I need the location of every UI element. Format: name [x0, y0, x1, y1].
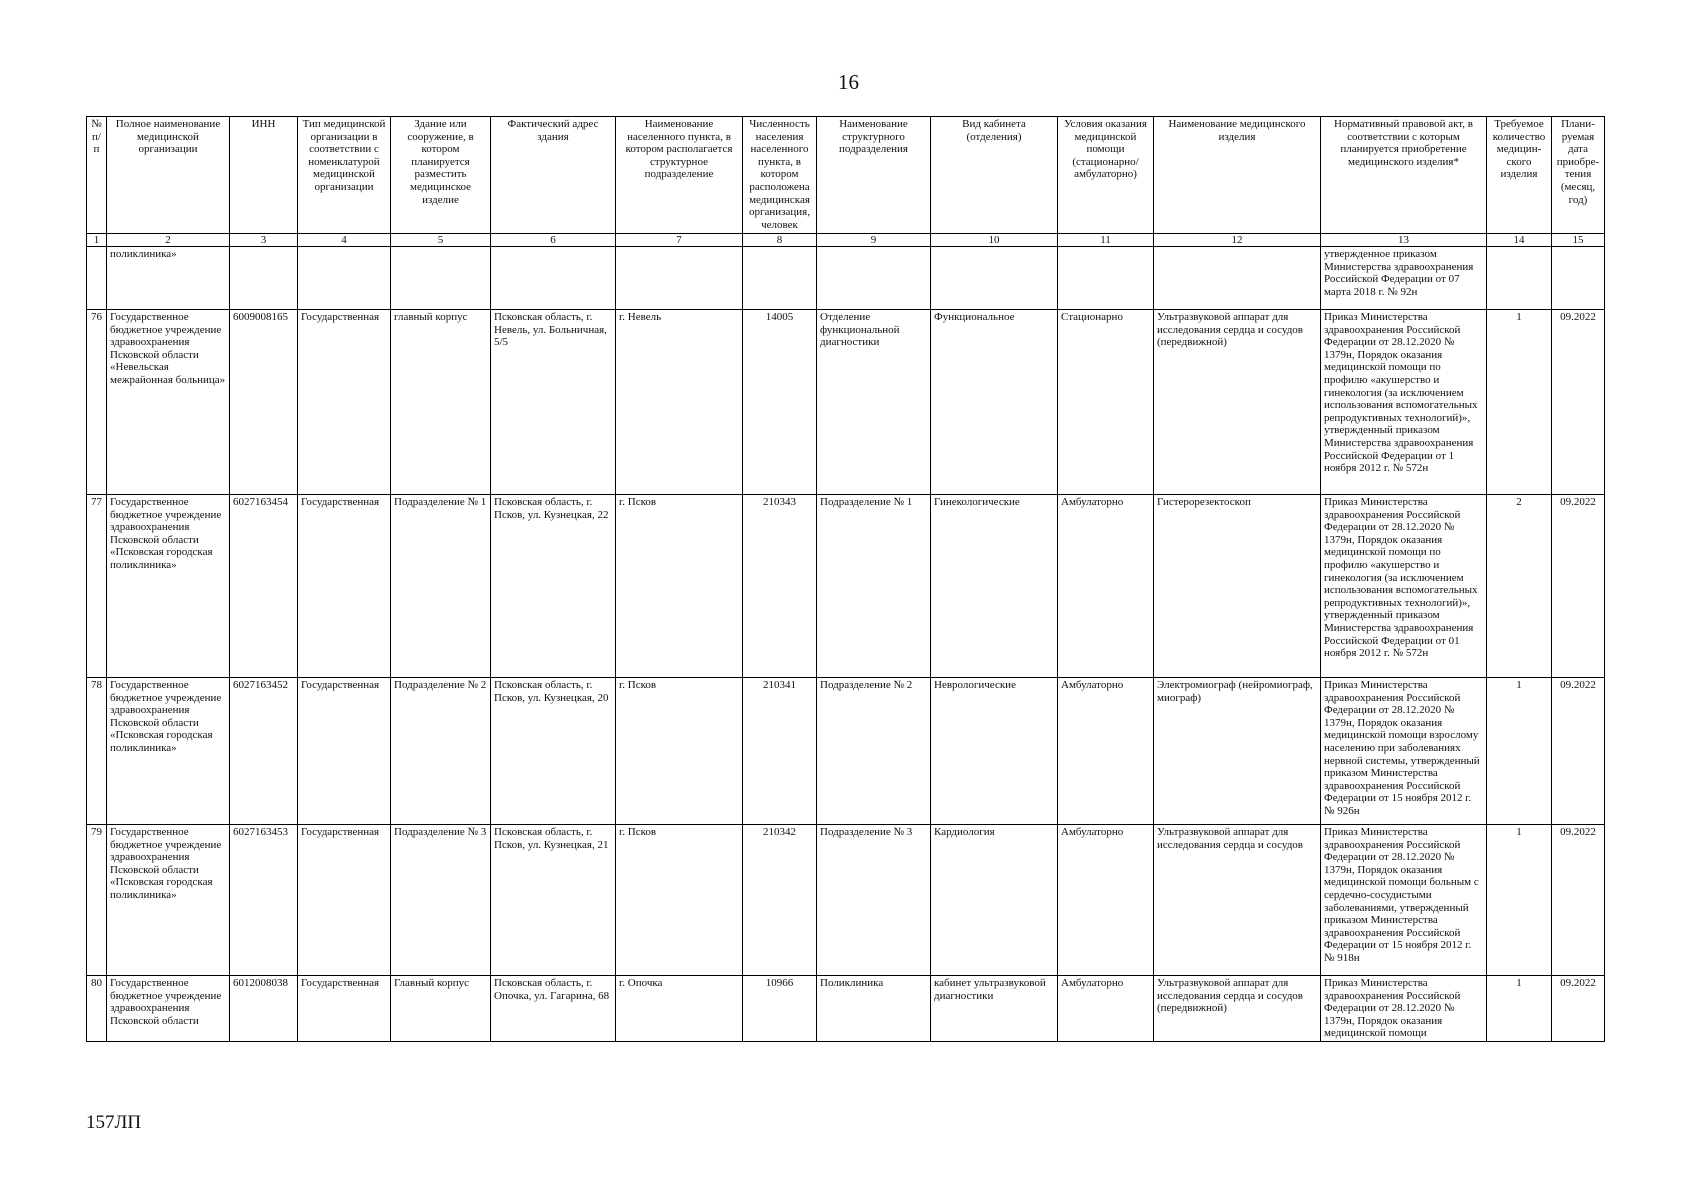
cell-address: Псковская область, г. Псков, ул. Кузнецкая, 22: [491, 495, 616, 678]
cell-device: Ультразвуковой аппарат для исследования сердца и сосудов: [1154, 825, 1321, 976]
cell-inn: 6012008038: [230, 976, 298, 1042]
cell-num: 80: [87, 976, 107, 1042]
cell-qty: 1: [1487, 310, 1552, 495]
cell-inn: [230, 247, 298, 310]
col-number: 8: [743, 234, 817, 247]
cell-org: Государственное бюджетное учреждение здравоохранения Псковской области «Псковская городская поликлиника»: [107, 825, 230, 976]
header-address: Фактический адрес здания: [491, 117, 616, 234]
cell-cabinet: Неврологические: [931, 678, 1058, 825]
header-device: Наименование медицинского изделия: [1154, 117, 1321, 234]
col-number: 7: [616, 234, 743, 247]
cell-act: Приказ Министерства здравоохранения Российской Федерации от 28.12.2020 № 1379н, Порядок оказания медицинской помощи взрослому населению при заболеваниях нервной системы, утвержденный приказом Министерства здравоохранения Российской Федерации от 15 ноября 2012 г. № 926н: [1321, 678, 1487, 825]
cell-date: [1552, 247, 1605, 310]
cell-population: 210341: [743, 678, 817, 825]
cell-qty: 2: [1487, 495, 1552, 678]
cell-type: Государственная: [298, 976, 391, 1042]
cell-address: Псковская область, г. Невель, ул. Больничная, 5/5: [491, 310, 616, 495]
cell-cabinet: [931, 247, 1058, 310]
cell-population: 14005: [743, 310, 817, 495]
cell-qty: 1: [1487, 825, 1552, 976]
cell-act: Приказ Министерства здравоохранения Российской Федерации от 28.12.2020 № 1379н, Порядок оказания медицинской помощи: [1321, 976, 1487, 1042]
table-row-continuation: [87, 247, 1605, 310]
header-cabinet: Вид кабинета (отделения): [931, 117, 1058, 234]
cell-conditions: [1058, 247, 1154, 310]
cell-type: Государственная: [298, 825, 391, 976]
cell-qty: 1: [1487, 678, 1552, 825]
col-number: 1: [87, 234, 107, 247]
cell-division: Поликлиника: [817, 976, 931, 1042]
cell-division: [817, 247, 931, 310]
cell-division: Подразделение № 3: [817, 825, 931, 976]
cell-conditions: Амбулаторно: [1058, 678, 1154, 825]
table-row: [87, 678, 1605, 825]
header-num: № п/п: [87, 117, 107, 234]
header-inn: ИНН: [230, 117, 298, 234]
page-number: 16: [838, 70, 859, 94]
header-population: Численность населения населенного пункта, в котором расположена медицинская организация, человек: [743, 117, 817, 234]
header-conditions: Условия оказания медицинской помощи (стационарно/ амбулаторно): [1058, 117, 1154, 234]
cell-qty: 1: [1487, 976, 1552, 1042]
cell-locality: г. Опочка: [616, 976, 743, 1042]
col-number: 9: [817, 234, 931, 247]
cell-num: 77: [87, 495, 107, 678]
cell-population: 210343: [743, 495, 817, 678]
cell-building: Подразделение № 1: [391, 495, 491, 678]
document-code: 157ЛП: [86, 1112, 142, 1133]
cell-locality: г. Псков: [616, 678, 743, 825]
header-division: Наименование структурного подразделения: [817, 117, 931, 234]
cell-device: Электромиограф (нейромиограф, миограф): [1154, 678, 1321, 825]
col-number: 5: [391, 234, 491, 247]
cell-conditions: Амбулаторно: [1058, 976, 1154, 1042]
cell-act: утвержденное приказом Министерства здравоохранения Российской Федерации от 07 марта 2018 г. № 92н: [1321, 247, 1487, 310]
cell-building: Подразделение № 3: [391, 825, 491, 976]
cell-type: [298, 247, 391, 310]
col-number: 3: [230, 234, 298, 247]
cell-conditions: Стационарно: [1058, 310, 1154, 495]
cell-locality: г. Невель: [616, 310, 743, 495]
cell-address: Псковская область, г. Псков, ул. Кузнецкая, 21: [491, 825, 616, 976]
cell-org: поликлиника»: [107, 247, 230, 310]
cell-num: [87, 247, 107, 310]
cell-cabinet: Гинекологические: [931, 495, 1058, 678]
cell-cabinet: кабинет ультразвуковой диагностики: [931, 976, 1058, 1042]
cell-act: Приказ Министерства здравоохранения Российской Федерации от 28.12.2020 № 1379н, Порядок оказания медицинской помощи по профилю «акушерство и гинекология (за исключением использования вспомогательных репродуктивных технологий)», утвержденный приказом Министерства здравоохранения Российской Федерации от 01 ноября 2012 г. № 572н: [1321, 495, 1487, 678]
cell-population: 10966: [743, 976, 817, 1042]
cell-address: [491, 247, 616, 310]
cell-org: Государственное бюджетное учреждение здравоохранения Псковской области «Невельская межрайонная больница»: [107, 310, 230, 495]
cell-division: Подразделение № 1: [817, 495, 931, 678]
column-number-row: [87, 234, 1605, 247]
cell-population: [743, 247, 817, 310]
col-number: 12: [1154, 234, 1321, 247]
header-qty: Требуемое количество медицин-ского изделия: [1487, 117, 1552, 234]
col-number: 11: [1058, 234, 1154, 247]
cell-conditions: Амбулаторно: [1058, 495, 1154, 678]
cell-num: 79: [87, 825, 107, 976]
cell-locality: г. Псков: [616, 825, 743, 976]
table-row: [87, 495, 1605, 678]
header-act: Нормативный правовой акт, в соответствии с которым планируется приобретение медицинского изделия*: [1321, 117, 1487, 234]
cell-date: 09.2022: [1552, 678, 1605, 825]
cell-num: 76: [87, 310, 107, 495]
cell-locality: [616, 247, 743, 310]
cell-type: Государственная: [298, 310, 391, 495]
cell-org: Государственное бюджетное учреждение здравоохранения Псковской области: [107, 976, 230, 1042]
cell-device: [1154, 247, 1321, 310]
cell-device: Ультразвуковой аппарат для исследования сердца и сосудов (передвижной): [1154, 310, 1321, 495]
col-number: 10: [931, 234, 1058, 247]
cell-conditions: Амбулаторно: [1058, 825, 1154, 976]
header-row: [87, 117, 1605, 234]
col-number: 15: [1552, 234, 1605, 247]
cell-num: 78: [87, 678, 107, 825]
cell-org: Государственное бюджетное учреждение здравоохранения Псковской области «Псковская городская поликлиника»: [107, 495, 230, 678]
cell-date: 09.2022: [1552, 825, 1605, 976]
header-building: Здание или сооружение, в котором планируется разместить медицинское изделие: [391, 117, 491, 234]
col-number: 14: [1487, 234, 1552, 247]
cell-date: 09.2022: [1552, 310, 1605, 495]
cell-type: Государственная: [298, 495, 391, 678]
cell-cabinet: Функциональное: [931, 310, 1058, 495]
cell-act: Приказ Министерства здравоохранения Российской Федерации от 28.12.2020 № 1379н, Порядок оказания медицинской помощи больным с сердечно-сосудистыми заболеваниями, утвержденный приказом Министерства здравоохранения Российской Федерации от 15 ноября 2012 г. № 918н: [1321, 825, 1487, 976]
table-row: [87, 825, 1605, 976]
equipment-table: [86, 116, 1605, 1042]
header-type: Тип медицинской организации в соответствии с номенклатурой медицинской организации: [298, 117, 391, 234]
cell-building: главный корпус: [391, 310, 491, 495]
cell-act: Приказ Министерства здравоохранения Российской Федерации от 28.12.2020 № 1379н, Порядок оказания медицинской помощи по профилю «акушерство и гинекология (за исключением использования вспомогательных репродуктивных технологий)», утвержденный приказом Министерства здравоохранения Российской Федерации от 1 ноября 2012 г. № 572н: [1321, 310, 1487, 495]
col-number: 6: [491, 234, 616, 247]
cell-division: Отделение функциональной диагностики: [817, 310, 931, 495]
header-locality: Наименование населенного пункта, в котором располагается структурное подразделение: [616, 117, 743, 234]
cell-date: 09.2022: [1552, 976, 1605, 1042]
header-date: Плани-руемая дата приобре-тения (месяц, год): [1552, 117, 1605, 234]
header-org: Полное наименование медицинской организации: [107, 117, 230, 234]
cell-cabinet: Кардиология: [931, 825, 1058, 976]
cell-device: Гистерорезектоскоп: [1154, 495, 1321, 678]
cell-building: Подразделение № 2: [391, 678, 491, 825]
cell-division: Подразделение № 2: [817, 678, 931, 825]
cell-building: [391, 247, 491, 310]
cell-inn: 6027163453: [230, 825, 298, 976]
cell-qty: [1487, 247, 1552, 310]
cell-device: Ультразвуковой аппарат для исследования сердца и сосудов (передвижной): [1154, 976, 1321, 1042]
col-number: 13: [1321, 234, 1487, 247]
cell-inn: 6009008165: [230, 310, 298, 495]
col-number: 4: [298, 234, 391, 247]
cell-inn: 6027163452: [230, 678, 298, 825]
table-row: [87, 976, 1605, 1042]
cell-type: Государственная: [298, 678, 391, 825]
cell-org: Государственное бюджетное учреждение здравоохранения Псковской области «Псковская городская поликлиника»: [107, 678, 230, 825]
cell-building: Главный корпус: [391, 976, 491, 1042]
cell-date: 09.2022: [1552, 495, 1605, 678]
col-number: 2: [107, 234, 230, 247]
cell-locality: г. Псков: [616, 495, 743, 678]
cell-address: Псковская область, г. Псков, ул. Кузнецкая, 20: [491, 678, 616, 825]
cell-address: Псковская область, г. Опочка, ул. Гагарина, 68: [491, 976, 616, 1042]
cell-inn: 6027163454: [230, 495, 298, 678]
cell-population: 210342: [743, 825, 817, 976]
table-row: [87, 310, 1605, 495]
